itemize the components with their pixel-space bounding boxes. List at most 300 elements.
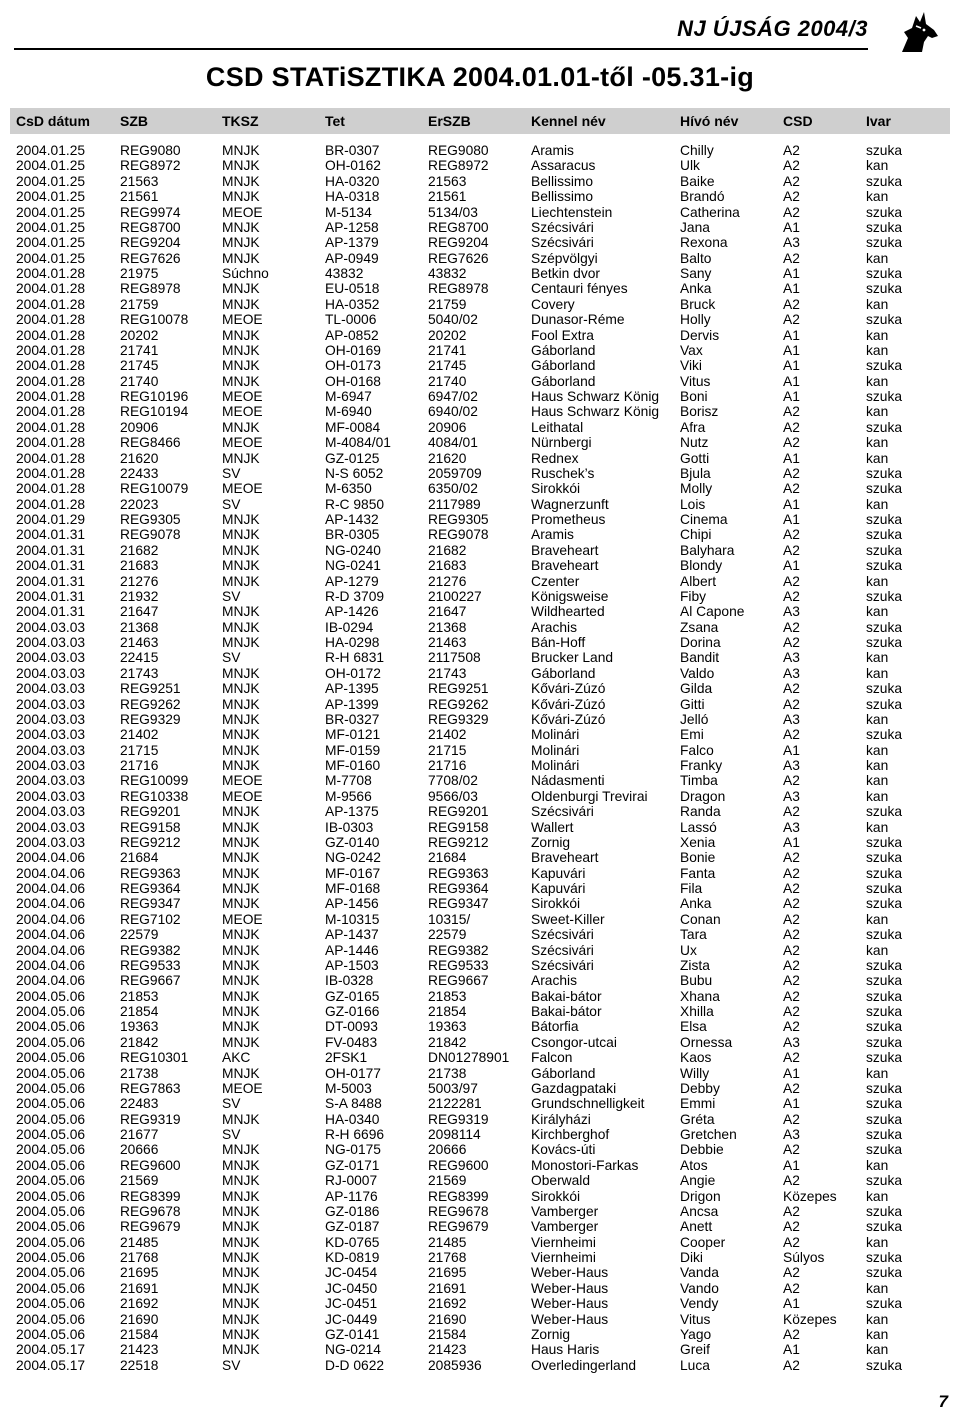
table-row [0, 804, 960, 819]
cell-tksz: MEOE [222, 435, 263, 451]
cell-csd: A2 [783, 942, 800, 958]
cell-tet: M-10315 [325, 911, 380, 927]
cell-tet: NG-0240 [325, 542, 381, 558]
cell-csd: Közepes [783, 1188, 837, 1204]
cell-szb: 21682 [120, 542, 159, 558]
cell-call-name: Bubu [680, 973, 713, 989]
cell-sex: kan [866, 1234, 889, 1250]
cell-szb: 21683 [120, 558, 159, 574]
cell-call-name: Nutz [680, 435, 709, 451]
table-row [0, 451, 960, 466]
cell-szb: REG7102 [120, 911, 181, 927]
cell-csd: A1 [783, 558, 800, 574]
cell-csd: A2 [783, 481, 800, 497]
cell-csd: A2 [783, 312, 800, 328]
table-row [0, 958, 960, 973]
cell-csd-date: 2004.05.06 [16, 1173, 86, 1189]
cell-call-name: Gilda [680, 681, 713, 697]
cell-tet: OH-0172 [325, 665, 381, 681]
cell-kennel: Braveheart [531, 850, 599, 866]
cell-szb: REG10079 [120, 481, 189, 497]
cell-tet: AP-1176 [325, 1188, 378, 1204]
cell-tksz: MNJK [222, 988, 260, 1004]
cell-csd-date: 2004.01.28 [16, 342, 86, 358]
cell-sex: kan [866, 1326, 889, 1342]
cell-call-name: Debbie [680, 1142, 724, 1158]
cell-call-name: Afra [680, 419, 706, 435]
cell-szb: REG9078 [120, 527, 181, 543]
cell-call-name: Xhana [680, 988, 720, 1004]
cell-csd: A2 [783, 173, 800, 189]
table-row [0, 328, 960, 343]
cell-kennel: Gáborland [531, 373, 596, 389]
cell-erszb: 2117508 [428, 650, 481, 666]
table-row [0, 343, 960, 358]
cell-csd-date: 2004.05.06 [16, 1050, 86, 1066]
cell-szb: 21745 [120, 358, 159, 374]
cell-tet: NG-0214 [325, 1342, 381, 1358]
cell-tet: OH-0177 [325, 1065, 381, 1081]
cell-tksz: MNJK [222, 850, 260, 866]
cell-sex: kan [866, 1280, 889, 1296]
cell-erszb: REG9204 [428, 235, 489, 251]
table-row [0, 1004, 960, 1019]
cell-kennel: Brucker Land [531, 650, 614, 666]
cell-tksz: MNJK [222, 1342, 260, 1358]
cell-tet: AP-1258 [325, 219, 379, 235]
cell-erszb: 21716 [428, 758, 467, 773]
table-row [0, 1358, 960, 1373]
cell-erszb: 21768 [428, 1250, 467, 1265]
cell-erszb: 21854 [428, 1004, 467, 1019]
cell-call-name: Gréta [680, 1111, 715, 1127]
cell-sex: szuka [866, 1173, 903, 1189]
cell-erszb: REG8978 [428, 281, 489, 297]
cell-tksz: MNJK [222, 865, 260, 881]
cell-csd: A2 [783, 1050, 800, 1066]
cell-csd-date: 2004.01.25 [16, 143, 86, 158]
table-row [0, 973, 960, 988]
cell-kennel: Szécsivári [531, 957, 594, 973]
cell-kennel: Oberwald [531, 1173, 591, 1189]
table-row [0, 1342, 960, 1357]
cell-sex: kan [866, 342, 889, 358]
cell-tet: GZ-0140 [325, 834, 380, 850]
cell-call-name: Anka [680, 281, 712, 297]
cell-szb: 21759 [120, 296, 159, 312]
cell-tksz: MNJK [222, 957, 260, 973]
cell-csd-date: 2004.03.03 [16, 711, 86, 727]
table-row [0, 1189, 960, 1204]
cell-erszb: 21463 [428, 635, 467, 650]
cell-kennel: Sirokkói [531, 896, 581, 912]
table-row [0, 1158, 960, 1173]
cell-csd: A2 [783, 527, 800, 543]
cell-csd-date: 2004.01.28 [16, 496, 86, 512]
cell-tet: GZ-0165 [325, 988, 380, 1004]
cell-tet: GZ-0141 [325, 1326, 380, 1342]
cell-kennel: Viernheimi [531, 1234, 596, 1250]
cell-szb: 21368 [120, 619, 159, 635]
cell-csd-date: 2004.03.03 [16, 819, 86, 835]
cell-erszb: 20202 [428, 327, 467, 343]
cell-tet: GZ-0171 [325, 1157, 380, 1173]
cell-tksz: MEOE [222, 312, 263, 328]
cell-sex: szuka [866, 312, 903, 328]
cell-tet: AP-1432 [325, 512, 379, 527]
cell-erszb: 5134/03 [428, 204, 478, 220]
cell-erszb: 5040/02 [428, 312, 478, 328]
cell-sex: szuka [866, 219, 903, 235]
cell-szb: 21692 [120, 1296, 159, 1312]
cell-tksz: MNJK [222, 681, 260, 697]
cell-tet: AP-0949 [325, 250, 379, 266]
cell-tksz: MNJK [222, 927, 260, 943]
cell-szb: REG10338 [120, 788, 189, 804]
cell-erszb: REG9319 [428, 1111, 489, 1127]
cell-erszb: 21692 [428, 1296, 467, 1312]
cell-call-name: Lassó [680, 819, 717, 835]
cell-csd: A3 [783, 665, 800, 681]
table-row [0, 635, 960, 650]
cell-csd-date: 2004.01.25 [16, 235, 86, 251]
cell-call-name: Atos [680, 1157, 708, 1173]
cell-szb: 21743 [120, 665, 159, 681]
cell-call-name: Jelló [680, 711, 709, 727]
cell-csd-date: 2004.03.03 [16, 788, 86, 804]
cell-csd: A3 [783, 650, 800, 666]
cell-erszb: 19363 [428, 1019, 467, 1035]
cell-csd: A2 [783, 1142, 800, 1158]
cell-call-name: Vendy [680, 1296, 719, 1312]
cell-tet: AP-1446 [325, 942, 379, 958]
cell-kennel: Kapuvári [531, 865, 586, 881]
cell-call-name: Brandó [680, 189, 725, 205]
cell-tet: JC-0449 [325, 1311, 378, 1327]
cell-sex: szuka [866, 865, 903, 881]
table-row [0, 697, 960, 712]
cell-csd: A1 [783, 373, 800, 389]
cell-szb: 21402 [120, 727, 159, 743]
cell-csd: A1 [783, 1296, 800, 1312]
cell-csd: A1 [783, 1096, 800, 1112]
cell-csd: A3 [783, 604, 800, 620]
cell-tet: GZ-0166 [325, 1004, 380, 1019]
cell-tksz: MNJK [222, 419, 260, 435]
cell-call-name: Xhilla [680, 1004, 714, 1019]
cell-sex: szuka [866, 1050, 903, 1066]
cell-erszb: REG9679 [428, 1219, 489, 1235]
cell-call-name: Chilly [680, 143, 714, 158]
cell-erszb: 2122281 [428, 1096, 482, 1112]
cell-csd: A2 [783, 865, 800, 881]
cell-tet: M-6350 [325, 481, 372, 497]
cell-kennel: Arachis [531, 619, 578, 635]
table-row [0, 1235, 960, 1250]
cell-szb: 21738 [120, 1065, 159, 1081]
cell-csd-date: 2004.03.03 [16, 727, 86, 743]
cell-tksz: MNJK [222, 1173, 260, 1189]
table-row [0, 266, 960, 281]
cell-szb: REG9382 [120, 942, 181, 958]
cell-tet: HA-0298 [325, 635, 380, 650]
cell-csd-date: 2004.05.06 [16, 1326, 86, 1342]
cell-tet: HA-0318 [325, 189, 380, 205]
cell-tksz: MNJK [222, 296, 260, 312]
cell-tet: S-A 8488 [325, 1096, 382, 1112]
cell-szb: REG8466 [120, 435, 181, 451]
table-row [0, 1142, 960, 1157]
cell-tksz: MNJK [222, 942, 260, 958]
cell-call-name: Bruck [680, 296, 716, 312]
cell-tksz: SV [222, 1127, 241, 1142]
cell-call-name: Valdo [680, 665, 715, 681]
cell-erszb: 4084/01 [428, 435, 478, 451]
cell-sex: kan [866, 373, 889, 389]
cell-csd: A1 [783, 512, 800, 527]
cell-tksz: MNJK [222, 1250, 260, 1265]
cell-erszb: 2100227 [428, 588, 482, 604]
cell-erszb: 21738 [428, 1065, 467, 1081]
cell-csd: A2 [783, 1019, 800, 1035]
cell-szb: 22579 [120, 927, 159, 943]
cell-call-name: Angie [680, 1173, 716, 1189]
cell-csd: A2 [783, 189, 800, 205]
cell-tet: AP-1375 [325, 804, 379, 820]
cell-tksz: MNJK [222, 1326, 260, 1342]
cell-kennel: Kővári-Zúzó [531, 696, 606, 712]
cell-tksz: MNJK [222, 727, 260, 743]
cell-erszb: 21691 [428, 1280, 467, 1296]
cell-call-name: Gotti [680, 450, 710, 466]
cell-erszb: 2085936 [428, 1357, 482, 1373]
masthead [0, 8, 960, 48]
cell-tet: NG-0241 [325, 558, 381, 574]
cell-szb: REG9080 [120, 143, 181, 158]
table-row [0, 143, 960, 158]
cell-sex: szuka [866, 281, 903, 297]
column-header-tet: Tet [325, 113, 345, 129]
cell-call-name: Fanta [680, 865, 716, 881]
cell-tet: EU-0518 [325, 281, 380, 297]
cell-tet: HA-0340 [325, 1111, 380, 1127]
cell-csd: A2 [783, 250, 800, 266]
cell-csd-date: 2004.01.28 [16, 358, 86, 374]
cell-tet: HA-0352 [325, 296, 380, 312]
cell-kennel: Sirokkói [531, 1188, 581, 1204]
cell-erszb: REG8700 [428, 219, 489, 235]
cell-sex: kan [866, 1065, 889, 1081]
table-row [0, 604, 960, 619]
cell-call-name: Sany [680, 266, 712, 281]
cell-sex: szuka [866, 850, 903, 866]
cell-kennel: Czenter [531, 573, 580, 589]
cell-tksz: MNJK [222, 742, 260, 758]
cell-call-name: Viki [680, 358, 702, 374]
cell-szb: 21932 [120, 588, 159, 604]
cell-tet: AP-1503 [325, 957, 379, 973]
cell-csd: A2 [783, 542, 800, 558]
cell-erszb: 21584 [428, 1326, 467, 1342]
cell-tet: MF-0121 [325, 727, 381, 743]
table-row [0, 558, 960, 573]
cell-call-name: Jana [680, 219, 710, 235]
cell-csd: A1 [783, 834, 800, 850]
cell-sex: szuka [866, 1019, 903, 1035]
cell-kennel: Szécsivári [531, 804, 594, 820]
cell-szb: 21561 [120, 189, 159, 205]
cell-tksz: MNJK [222, 281, 260, 297]
cell-szb: 21690 [120, 1311, 159, 1327]
cell-call-name: Ulk [680, 158, 700, 174]
table-row [0, 1050, 960, 1065]
cell-tet: M-6947 [325, 389, 372, 404]
table-row [0, 235, 960, 250]
cell-kennel: Prometheus [531, 512, 606, 527]
cell-kennel: Molinári [531, 727, 580, 743]
cell-erszb: 21561 [428, 189, 467, 205]
cell-tksz: SV [222, 650, 241, 666]
table-row [0, 789, 960, 804]
table-row [0, 650, 960, 665]
column-header-kennel: Kennel név [531, 113, 606, 129]
cell-sex: szuka [866, 727, 903, 743]
cell-kennel: Aramis [531, 143, 574, 158]
cell-szb: REG9667 [120, 973, 181, 989]
cell-csd: A2 [783, 619, 800, 635]
cell-tksz: MNJK [222, 573, 260, 589]
cell-call-name: Franky [680, 758, 723, 773]
cell-csd: A2 [783, 1234, 800, 1250]
cell-csd-date: 2004.01.29 [16, 512, 86, 527]
cell-tet: 2FSK1 [325, 1050, 368, 1066]
cell-sex: szuka [866, 266, 903, 281]
cell-tet: M-5134 [325, 204, 372, 220]
cell-sex: szuka [866, 896, 903, 912]
table-row [0, 1019, 960, 1034]
cell-erszb: 21695 [428, 1265, 467, 1281]
cell-csd-date: 2004.03.03 [16, 681, 86, 697]
cell-tksz: MNJK [222, 342, 260, 358]
cell-erszb: DN01278901 [428, 1050, 510, 1066]
table-row [0, 1096, 960, 1111]
cell-tksz: Súchno [222, 266, 269, 281]
cell-call-name: Gretchen [680, 1127, 737, 1142]
table-row [0, 773, 960, 788]
cell-csd-date: 2004.05.06 [16, 1203, 86, 1219]
cell-szb: 21854 [120, 1004, 159, 1019]
cell-tksz: SV [222, 1357, 241, 1373]
table-row [0, 466, 960, 481]
table-row [0, 512, 960, 527]
cell-szb: 22483 [120, 1096, 159, 1112]
cell-call-name: Randa [680, 804, 721, 820]
cell-csd-date: 2004.01.31 [16, 542, 86, 558]
cell-csd: A2 [783, 1265, 800, 1281]
cell-tksz: MEOE [222, 481, 263, 497]
cell-szb: REG8972 [120, 158, 181, 174]
table-row [0, 312, 960, 327]
cell-csd-date: 2004.05.06 [16, 1157, 86, 1173]
cell-csd-date: 2004.01.31 [16, 573, 86, 589]
cell-tksz: MNJK [222, 1004, 260, 1019]
cell-erszb: REG7626 [428, 250, 489, 266]
column-header-csd: CSD [783, 113, 813, 129]
table-row [0, 358, 960, 373]
table-row [0, 589, 960, 604]
table-row [0, 989, 960, 1004]
cell-tksz: MEOE [222, 389, 263, 404]
cell-szb: REG9305 [120, 512, 181, 527]
cell-csd-date: 2004.01.28 [16, 281, 86, 297]
cell-csd: A2 [783, 681, 800, 697]
cell-csd: A3 [783, 235, 800, 251]
cell-kennel: Kirchberghof [531, 1127, 610, 1142]
cell-csd: A2 [783, 911, 800, 927]
cell-csd-date: 2004.01.28 [16, 312, 86, 328]
cell-kennel: Haus Haris [531, 1342, 600, 1358]
cell-sex: szuka [866, 588, 903, 604]
cell-szb: 21691 [120, 1280, 159, 1296]
cell-csd-date: 2004.05.06 [16, 1080, 86, 1096]
cell-tksz: MNJK [222, 604, 260, 620]
cell-tksz: MEOE [222, 204, 263, 220]
cell-kennel: Gáborland [531, 342, 596, 358]
cell-kennel: Bátorfia [531, 1019, 579, 1035]
cell-call-name: Dervis [680, 327, 720, 343]
cell-tet: KD-0765 [325, 1234, 380, 1250]
cell-tksz: MNJK [222, 189, 260, 205]
cell-sex: szuka [866, 834, 903, 850]
cell-csd: A2 [783, 957, 800, 973]
cell-csd: A1 [783, 1157, 800, 1173]
cell-kennel: Szécsivári [531, 927, 594, 943]
cell-erszb: REG9262 [428, 696, 489, 712]
cell-csd: A2 [783, 465, 800, 481]
cell-csd-date: 2004.05.06 [16, 1234, 86, 1250]
cell-call-name: Al Capone [680, 604, 745, 620]
cell-tet: R-C 9850 [325, 496, 385, 512]
cell-kennel: Nádasmenti [531, 773, 605, 789]
cell-kennel: Liechtenstein [531, 204, 613, 220]
cell-csd-date: 2004.04.06 [16, 850, 86, 866]
cell-sex: szuka [866, 358, 903, 374]
cell-kennel: Kővári-Zúzó [531, 711, 606, 727]
cell-erszb: REG9305 [428, 512, 489, 527]
cell-tksz: MEOE [222, 1080, 263, 1096]
cell-kennel: Aramis [531, 527, 574, 543]
cell-call-name: Lois [680, 496, 706, 512]
cell-erszb: REG9678 [428, 1203, 489, 1219]
cell-tet: M-6940 [325, 404, 372, 420]
cell-call-name: Willy [680, 1065, 710, 1081]
cell-szb: REG9364 [120, 881, 181, 896]
cell-tksz: MNJK [222, 1219, 260, 1235]
cell-csd-date: 2004.03.03 [16, 650, 86, 666]
cell-kennel: Királyházi [531, 1111, 591, 1127]
cell-csd-date: 2004.05.06 [16, 1096, 86, 1112]
cell-kennel: Gáborland [531, 1065, 596, 1081]
cell-call-name: Holly [680, 312, 711, 328]
cell-erszb: 6350/02 [428, 481, 478, 497]
cell-csd-date: 2004.01.25 [16, 250, 86, 266]
cell-szb: REG9678 [120, 1203, 181, 1219]
cell-call-name: Vanda [680, 1265, 719, 1281]
cell-call-name: Debby [680, 1080, 720, 1096]
cell-tet: GZ-0186 [325, 1203, 380, 1219]
cell-tet: D-D 0622 [325, 1357, 385, 1373]
cell-tet: M-7708 [325, 773, 372, 789]
